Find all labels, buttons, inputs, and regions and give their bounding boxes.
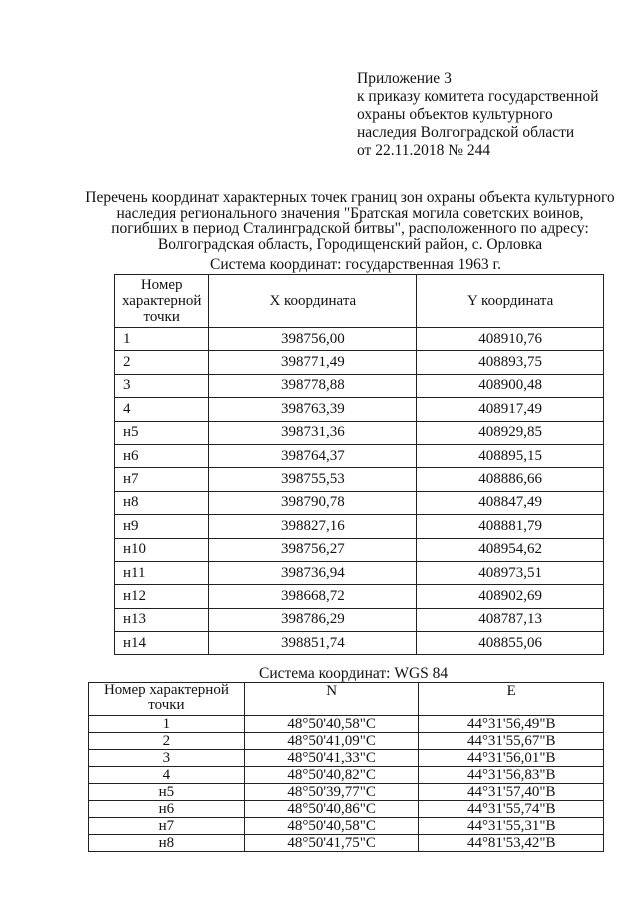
cell-x: 398786,29 xyxy=(209,608,417,631)
table-row xyxy=(115,468,604,491)
table-row xyxy=(115,515,604,538)
table-row xyxy=(89,716,604,733)
table-row xyxy=(89,835,604,852)
cell-y: 408900,48 xyxy=(417,374,604,397)
cell-point: 1 xyxy=(115,328,209,351)
table-row xyxy=(89,784,604,801)
cell-point: н11 xyxy=(115,561,209,584)
appendix-line: наследия Волгоградской области xyxy=(357,124,575,141)
cell-y: 408895,15 xyxy=(417,444,604,467)
cell-point: н13 xyxy=(115,608,209,631)
cell-x: 398736,94 xyxy=(209,561,417,584)
cell-y: 408910,76 xyxy=(417,328,604,351)
cell-e: 44°31'55,74"В xyxy=(419,801,604,818)
cell-point: 4 xyxy=(89,767,245,784)
cell-y: 408787,13 xyxy=(417,608,604,631)
table-row xyxy=(89,750,604,767)
cell-point: н14 xyxy=(115,632,209,655)
cell-x: 398790,78 xyxy=(209,491,417,514)
cell-point: н5 xyxy=(115,421,209,444)
cell-n: 48°50'41,09"С xyxy=(244,733,419,750)
cell-point: н7 xyxy=(115,468,209,491)
cell-x: 398755,53 xyxy=(209,468,417,491)
cell-point: н7 xyxy=(89,818,245,835)
cell-point: н8 xyxy=(89,835,245,852)
appendix-line: Приложение 3 xyxy=(357,70,452,87)
cell-point: 3 xyxy=(115,374,209,397)
cell-x: 398668,72 xyxy=(209,585,417,608)
table-body xyxy=(89,716,604,852)
cell-e: 44°81'53,42"В xyxy=(419,835,604,852)
cell-point: н5 xyxy=(89,784,245,801)
title-line: Перечень координат характерных точек границ зон охраны объекта культурного xyxy=(85,189,615,206)
cell-e: 44°31'56,49"В xyxy=(419,716,604,733)
cell-x: 398851,74 xyxy=(209,632,417,655)
cell-n: 48°50'40,58"С xyxy=(244,818,419,835)
header-n-latitude: N xyxy=(244,683,419,716)
table-body xyxy=(115,328,604,655)
cell-y: 408902,69 xyxy=(417,585,604,608)
cell-x: 398731,36 xyxy=(209,421,417,444)
cell-e: 44°31'55,67"В xyxy=(419,733,604,750)
header-line: Номер характерной xyxy=(103,682,229,698)
document-title xyxy=(60,190,640,252)
coordinates-table-1963 xyxy=(114,274,604,655)
title-line: Волгоградская область, Городищенский район, с. Орловка xyxy=(157,235,543,253)
header-line: характерной xyxy=(121,293,202,309)
table-row xyxy=(115,538,604,561)
appendix-block xyxy=(357,70,617,160)
cell-n: 48°50'39,77"С xyxy=(244,784,419,801)
header-line: точки xyxy=(143,309,180,325)
header-y-coordinate: Y координата xyxy=(417,275,604,328)
table-header-row xyxy=(115,275,604,328)
cell-e: 44°31'55,31"В xyxy=(419,818,604,835)
cell-point: н8 xyxy=(115,491,209,514)
cell-point: н6 xyxy=(115,444,209,467)
cell-y: 408847,49 xyxy=(417,491,604,514)
title-line: погибших в период Сталинградской битвы", расположенного по адресу: xyxy=(111,220,589,237)
table-row xyxy=(115,632,604,655)
cell-point: н6 xyxy=(89,801,245,818)
cell-point: 3 xyxy=(89,750,245,767)
appendix-line: к приказу комитета государственной xyxy=(357,88,599,105)
appendix-line: от 22.11.2018 № 244 xyxy=(357,142,491,159)
cell-x: 398778,88 xyxy=(209,374,417,397)
cell-n: 48°50'40,58"С xyxy=(244,716,419,733)
table-row xyxy=(115,585,604,608)
table-row xyxy=(89,733,604,750)
header-line: Номер xyxy=(140,277,183,293)
cell-point: 1 xyxy=(89,716,245,733)
cell-point: н12 xyxy=(115,585,209,608)
appendix-line: охраны объектов культурного xyxy=(357,106,553,123)
cell-e: 44°31'57,40"В xyxy=(419,784,604,801)
cell-x: 398827,16 xyxy=(209,515,417,538)
cell-y: 408886,66 xyxy=(417,468,604,491)
cell-x: 398763,39 xyxy=(209,398,417,421)
cell-n: 48°50'41,75"С xyxy=(244,835,419,852)
cell-x: 398764,37 xyxy=(209,444,417,467)
cell-n: 48°50'40,82"С xyxy=(244,767,419,784)
cell-y: 408917,49 xyxy=(417,398,604,421)
header-e-longitude: E xyxy=(419,683,604,716)
cell-x: 398771,49 xyxy=(209,351,417,374)
cell-y: 408881,79 xyxy=(417,515,604,538)
cell-x: 398756,27 xyxy=(209,538,417,561)
cell-y: 408893,75 xyxy=(417,351,604,374)
cell-n: 48°50'41,33"С xyxy=(244,750,419,767)
table-row xyxy=(115,398,604,421)
header-x-coordinate: X координата xyxy=(209,275,417,328)
coordinates-table-wgs84 xyxy=(88,682,604,852)
table-row xyxy=(115,421,604,444)
header-point-number xyxy=(89,683,245,716)
system2-caption: Система координат: WGS 84 xyxy=(259,665,449,682)
table-header-row xyxy=(89,683,604,716)
table-row xyxy=(115,351,604,374)
cell-y: 408855,06 xyxy=(417,632,604,655)
cell-e: 44°31'56,83"В xyxy=(419,767,604,784)
cell-point: 2 xyxy=(115,351,209,374)
cell-point: н10 xyxy=(115,538,209,561)
table-row xyxy=(115,561,604,584)
cell-point: 2 xyxy=(89,733,245,750)
table-row xyxy=(115,328,604,351)
table-row xyxy=(89,767,604,784)
cell-y: 408973,51 xyxy=(417,561,604,584)
cell-n: 48°50'40,86"С xyxy=(244,801,419,818)
cell-e: 44°31'56,01"В xyxy=(419,750,604,767)
table-row xyxy=(115,444,604,467)
cell-point: н9 xyxy=(115,515,209,538)
cell-y: 408929,85 xyxy=(417,421,604,444)
table-row xyxy=(89,801,604,818)
cell-point: 4 xyxy=(115,398,209,421)
table-row xyxy=(115,491,604,514)
table-row xyxy=(115,608,604,631)
title-line: наследия регионального значения "Братская могила советских воинов, xyxy=(116,204,584,222)
table-row xyxy=(115,374,604,397)
header-point-number xyxy=(115,275,209,328)
system1-caption: Система координат: государственная 1963 г. xyxy=(210,256,501,273)
header-line: точки xyxy=(148,697,185,713)
cell-x: 398756,00 xyxy=(209,328,417,351)
table-row xyxy=(89,818,604,835)
cell-y: 408954,62 xyxy=(417,538,604,561)
